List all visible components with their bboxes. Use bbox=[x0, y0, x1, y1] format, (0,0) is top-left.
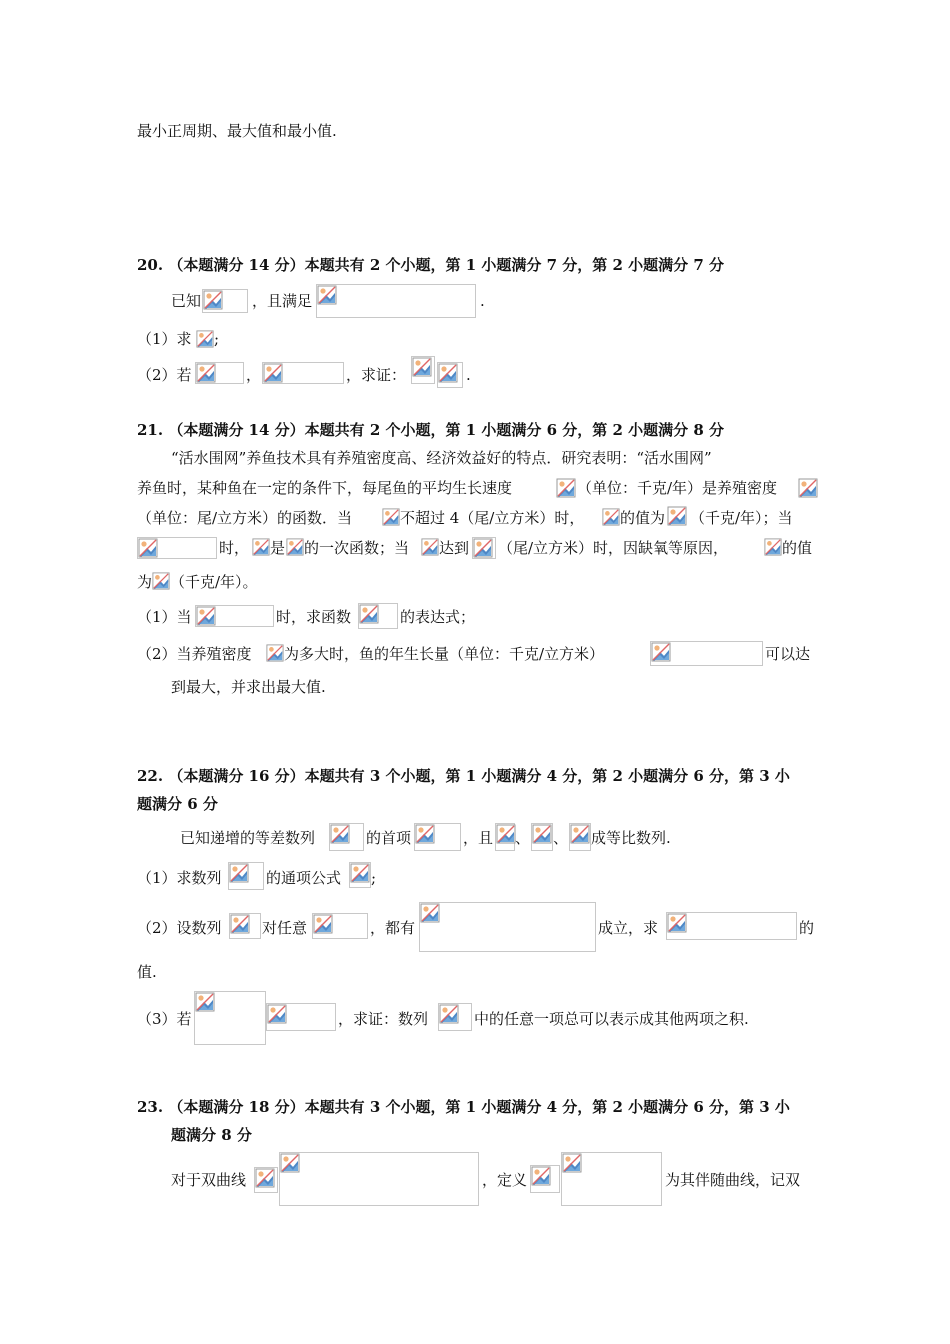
formula-image bbox=[382, 508, 400, 526]
broken-image-icon bbox=[415, 824, 435, 844]
q23-line1-c: 为其伴随曲线，记双 bbox=[665, 1171, 801, 1189]
broken-image-icon bbox=[420, 903, 440, 923]
q20-part2-sep: ， bbox=[246, 366, 262, 384]
formula-image bbox=[312, 913, 368, 939]
broken-image-icon bbox=[152, 572, 170, 590]
broken-image-icon bbox=[280, 1153, 300, 1173]
broken-image-icon bbox=[496, 824, 516, 844]
q21-part2-label: （2）当养殖密度 bbox=[137, 645, 252, 663]
broken-image-icon bbox=[438, 363, 458, 383]
q22-part1-b: 的通项公式 bbox=[266, 869, 342, 887]
q20-part1-label: （1）求 bbox=[137, 330, 192, 348]
q21-intro-line5-b: （千克/年）。 bbox=[170, 573, 258, 591]
formula-image bbox=[137, 537, 217, 559]
formula-image bbox=[798, 478, 818, 498]
formula-image bbox=[358, 603, 398, 629]
q22-part1-c: ; bbox=[371, 869, 377, 887]
formula-image bbox=[195, 362, 244, 384]
q21-intro-line3: （单位：尾/立方米）的函数．当 bbox=[137, 509, 353, 527]
q21-intro-line3-b: 不超过 4（尾/立方米）时， bbox=[400, 509, 585, 527]
broken-image-icon bbox=[382, 508, 400, 526]
q21-intro-line4-b: 是 bbox=[270, 539, 286, 557]
broken-image-icon bbox=[359, 604, 379, 624]
broken-image-icon bbox=[350, 863, 370, 883]
formula-image bbox=[472, 537, 496, 559]
q22-part1-label: （1）求数列 bbox=[137, 869, 222, 887]
broken-image-icon bbox=[531, 1166, 551, 1186]
broken-image-icon bbox=[230, 914, 250, 934]
q21-part1-b: 时，求函数 bbox=[276, 608, 352, 626]
q20-part2-prove: ，求证： bbox=[346, 366, 407, 384]
formula-image bbox=[195, 605, 274, 627]
q20-part2-end: . bbox=[466, 366, 471, 384]
q21-intro-line4-c: 的一次函数；当 bbox=[304, 539, 410, 557]
broken-image-icon bbox=[562, 1153, 582, 1173]
q21-intro-line3-d: （千克/年）；当 bbox=[690, 509, 793, 527]
q23-line1: 对于双曲线 bbox=[171, 1171, 247, 1189]
formula-image bbox=[229, 913, 261, 939]
broken-image-icon bbox=[266, 644, 284, 662]
formula-image bbox=[569, 823, 591, 851]
q21-intro-line4-d: 达到 bbox=[439, 539, 470, 557]
broken-image-icon bbox=[439, 1004, 459, 1024]
q21-part2-d: 到最大，并求出最大值. bbox=[171, 678, 326, 696]
broken-image-icon bbox=[252, 538, 270, 556]
broken-image-icon bbox=[313, 914, 333, 934]
formula-image bbox=[666, 912, 797, 940]
q21-intro-line2-b: （单位：千克/年）是养殖密度 bbox=[577, 479, 778, 497]
formula-image bbox=[421, 538, 439, 556]
q22-given-c: ，且 bbox=[463, 829, 494, 847]
formula-image bbox=[279, 1152, 479, 1206]
q21-intro-line4-e: （尾/立方米）时，因缺氧等原因， bbox=[498, 539, 729, 557]
q22-part2-f: 值. bbox=[137, 963, 157, 981]
formula-image bbox=[411, 356, 435, 384]
q23-line1-b: ，定义 bbox=[482, 1171, 528, 1189]
q21-part2-c: 可以达 bbox=[765, 645, 811, 663]
formula-image bbox=[202, 289, 248, 313]
q21-part1-label: （1）当 bbox=[137, 608, 192, 626]
formula-image bbox=[262, 362, 344, 384]
q21-intro-line2: 养鱼时，某种鱼在一定的条件下，每尾鱼的平均生长速度 bbox=[137, 479, 513, 497]
q20-given-text-2: ，且满足 bbox=[252, 292, 313, 310]
q22-heading-2: 题满分 6 分 bbox=[137, 795, 218, 813]
broken-image-icon bbox=[421, 538, 439, 556]
formula-image bbox=[531, 823, 553, 851]
q21-intro-line3-c: 的值为 bbox=[620, 509, 666, 527]
q22-part3-label: （3）若 bbox=[137, 1010, 192, 1028]
formula-image bbox=[602, 508, 620, 526]
broken-image-icon bbox=[764, 538, 782, 556]
formula-image bbox=[561, 1152, 662, 1206]
broken-image-icon bbox=[556, 478, 576, 498]
broken-image-icon bbox=[473, 538, 493, 558]
q22-given: 已知递增的等差数列 bbox=[180, 829, 316, 847]
broken-image-icon bbox=[196, 363, 216, 383]
q22-part3-b: ，求证：数列 bbox=[338, 1010, 429, 1028]
formula-image bbox=[254, 1167, 278, 1193]
q22-given-b: 的首项 bbox=[366, 829, 412, 847]
formula-image bbox=[194, 991, 266, 1045]
q21-intro-line1: “活水围网”养鱼技术具有养殖密度高、经济效益好的特点．研究表明：“活水围网” bbox=[171, 449, 712, 467]
broken-image-icon bbox=[330, 824, 350, 844]
formula-image bbox=[266, 1003, 336, 1031]
formula-image bbox=[196, 330, 214, 348]
q22-part2-c: ，都有 bbox=[370, 919, 416, 937]
formula-image bbox=[252, 538, 270, 556]
formula-image bbox=[316, 284, 476, 318]
q21-intro-line4: 时， bbox=[219, 539, 250, 557]
q22-given-f: 成等比数列. bbox=[591, 829, 671, 847]
q21-part2-b: 为多大时，鱼的年生长量（单位：千克/立方米） bbox=[284, 645, 605, 663]
formula-image bbox=[228, 862, 264, 890]
formula-image bbox=[530, 1165, 560, 1193]
broken-image-icon bbox=[196, 606, 216, 626]
q22-part2-label: （2）设数列 bbox=[137, 919, 222, 937]
broken-image-icon bbox=[286, 538, 304, 556]
q20-heading: 20. （本题满分 14 分）本题共有 2 个小题，第 1 小题满分 7 分，第 2 小题满分 7 分 bbox=[137, 256, 725, 274]
formula-image bbox=[152, 572, 170, 590]
broken-image-icon bbox=[667, 506, 687, 526]
q22-part2-d: 成立，求 bbox=[598, 919, 659, 937]
broken-image-icon bbox=[651, 642, 671, 662]
q20-part2-label: （2）若 bbox=[137, 366, 192, 384]
formula-image bbox=[437, 362, 463, 388]
q22-heading: 22. （本题满分 16 分）本题共有 3 个小题，第 1 小题满分 4 分，第 2 小题满分 6 分，第 3 小 bbox=[137, 767, 790, 785]
broken-image-icon bbox=[798, 478, 818, 498]
q23-heading: 23. （本题满分 18 分）本题共有 3 个小题，第 1 小题满分 4 分，第 2 小题满分 6 分，第 3 小 bbox=[137, 1098, 790, 1116]
continued-text: 最小正周期、最大值和最小值. bbox=[137, 122, 337, 140]
q21-part1-c: 的表达式； bbox=[400, 608, 476, 626]
q22-given-e: 、 bbox=[553, 829, 569, 847]
broken-image-icon bbox=[267, 1004, 287, 1024]
broken-image-icon bbox=[138, 538, 158, 558]
q21-intro-line5: 为 bbox=[137, 573, 153, 591]
q22-given-d: 、 bbox=[515, 829, 531, 847]
q22-part2-b: 对任意 bbox=[262, 919, 308, 937]
formula-image bbox=[329, 823, 364, 851]
formula-image bbox=[349, 862, 371, 888]
broken-image-icon bbox=[412, 357, 432, 377]
broken-image-icon bbox=[317, 285, 337, 305]
broken-image-icon bbox=[532, 824, 552, 844]
q20-given-text: 已知 bbox=[171, 292, 202, 310]
q20-given-end: . bbox=[480, 292, 485, 310]
broken-image-icon bbox=[229, 863, 249, 883]
formula-image bbox=[286, 538, 304, 556]
broken-image-icon bbox=[255, 1168, 275, 1188]
broken-image-icon bbox=[667, 913, 687, 933]
broken-image-icon bbox=[570, 824, 590, 844]
formula-image bbox=[556, 478, 576, 498]
q22-part2-e: 的 bbox=[799, 919, 815, 937]
broken-image-icon bbox=[195, 992, 215, 1012]
formula-image bbox=[650, 641, 763, 666]
formula-image bbox=[266, 644, 284, 662]
formula-image bbox=[667, 506, 689, 528]
formula-image bbox=[764, 538, 782, 556]
broken-image-icon bbox=[263, 363, 283, 383]
broken-image-icon bbox=[203, 290, 223, 310]
q21-intro-line4-f: 的值 bbox=[782, 539, 813, 557]
q21-heading: 21. （本题满分 14 分）本题共有 2 个小题，第 1 小题满分 6 分，第 2 小题满分 8 分 bbox=[137, 421, 725, 439]
broken-image-icon bbox=[602, 508, 620, 526]
formula-image bbox=[419, 902, 596, 952]
q22-part3-c: 中的任意一项总可以表示成其他两项之积. bbox=[474, 1010, 749, 1028]
formula-image bbox=[495, 823, 515, 851]
q23-heading-2: 题满分 8 分 bbox=[171, 1126, 252, 1144]
formula-image bbox=[414, 823, 461, 851]
formula-image bbox=[438, 1003, 472, 1031]
q20-part1-end: ; bbox=[214, 330, 220, 348]
broken-image-icon bbox=[196, 330, 214, 348]
